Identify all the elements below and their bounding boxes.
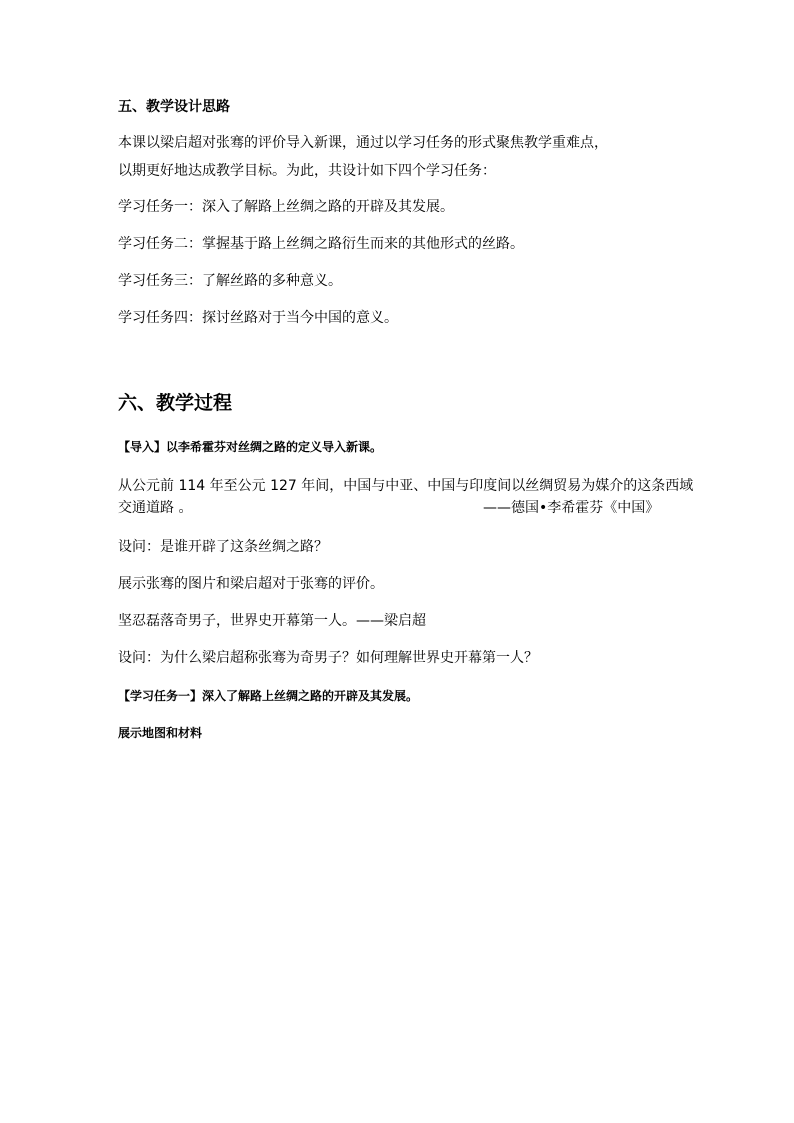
learning-task-3: 学习任务三：了解丝路的多种意义。 bbox=[118, 273, 342, 289]
richthofen-quote-line-2: 交通道路 。 bbox=[118, 500, 193, 516]
show-instruction-2: 展示地图和材料 bbox=[118, 726, 203, 740]
learning-task-1: 学习任务一：深入了解路上丝绸之路的开辟及其发展。 bbox=[118, 199, 454, 215]
section-5-heading: 五、教学设计思路 bbox=[118, 99, 230, 115]
show-instruction-1: 展示张骞的图片和梁启超对于张骞的评价。 bbox=[118, 576, 384, 592]
section-5-paragraph-line-1: 本课以梁启超对张骞的评价导入新课，通过以学习任务的形式聚焦教学重难点， bbox=[118, 135, 608, 151]
question-1: 设问：是谁开辟了这条丝绸之路？ bbox=[118, 539, 328, 555]
question-2: 设问：为什么梁启超称张骞为奇男子？如何理解世界史开幕第一人？ bbox=[118, 650, 538, 666]
section-5-paragraph-line-2: 以期更好地达成教学目标。为此，共设计如下四个学习任务： bbox=[118, 163, 496, 179]
task-1-heading: 【学习任务一】深入了解路上丝绸之路的开辟及其发展。 bbox=[118, 689, 419, 703]
liang-qichao-quote: 坚忍磊落奇男子，世界史开幕第一人。——梁启超 bbox=[118, 613, 426, 629]
richthofen-quote-line-1: 从公元前 114 年至公元 127 年间，中国与中亚、中国与印度间以丝绸贸易为媒介的这条西域 bbox=[118, 478, 694, 494]
quote-source: ——德国•李希霍芬《中国》 bbox=[483, 500, 660, 516]
learning-task-2: 学习任务二：掌握基于路上丝绸之路衍生而来的其他形式的丝路。 bbox=[118, 236, 524, 252]
section-6-heading: 六、教学过程 bbox=[118, 392, 233, 414]
intro-heading: 【导入】以李希霍芬对丝绸之路的定义导入新课。 bbox=[118, 440, 383, 454]
learning-task-4: 学习任务四：探讨丝路对于当今中国的意义。 bbox=[118, 310, 398, 326]
